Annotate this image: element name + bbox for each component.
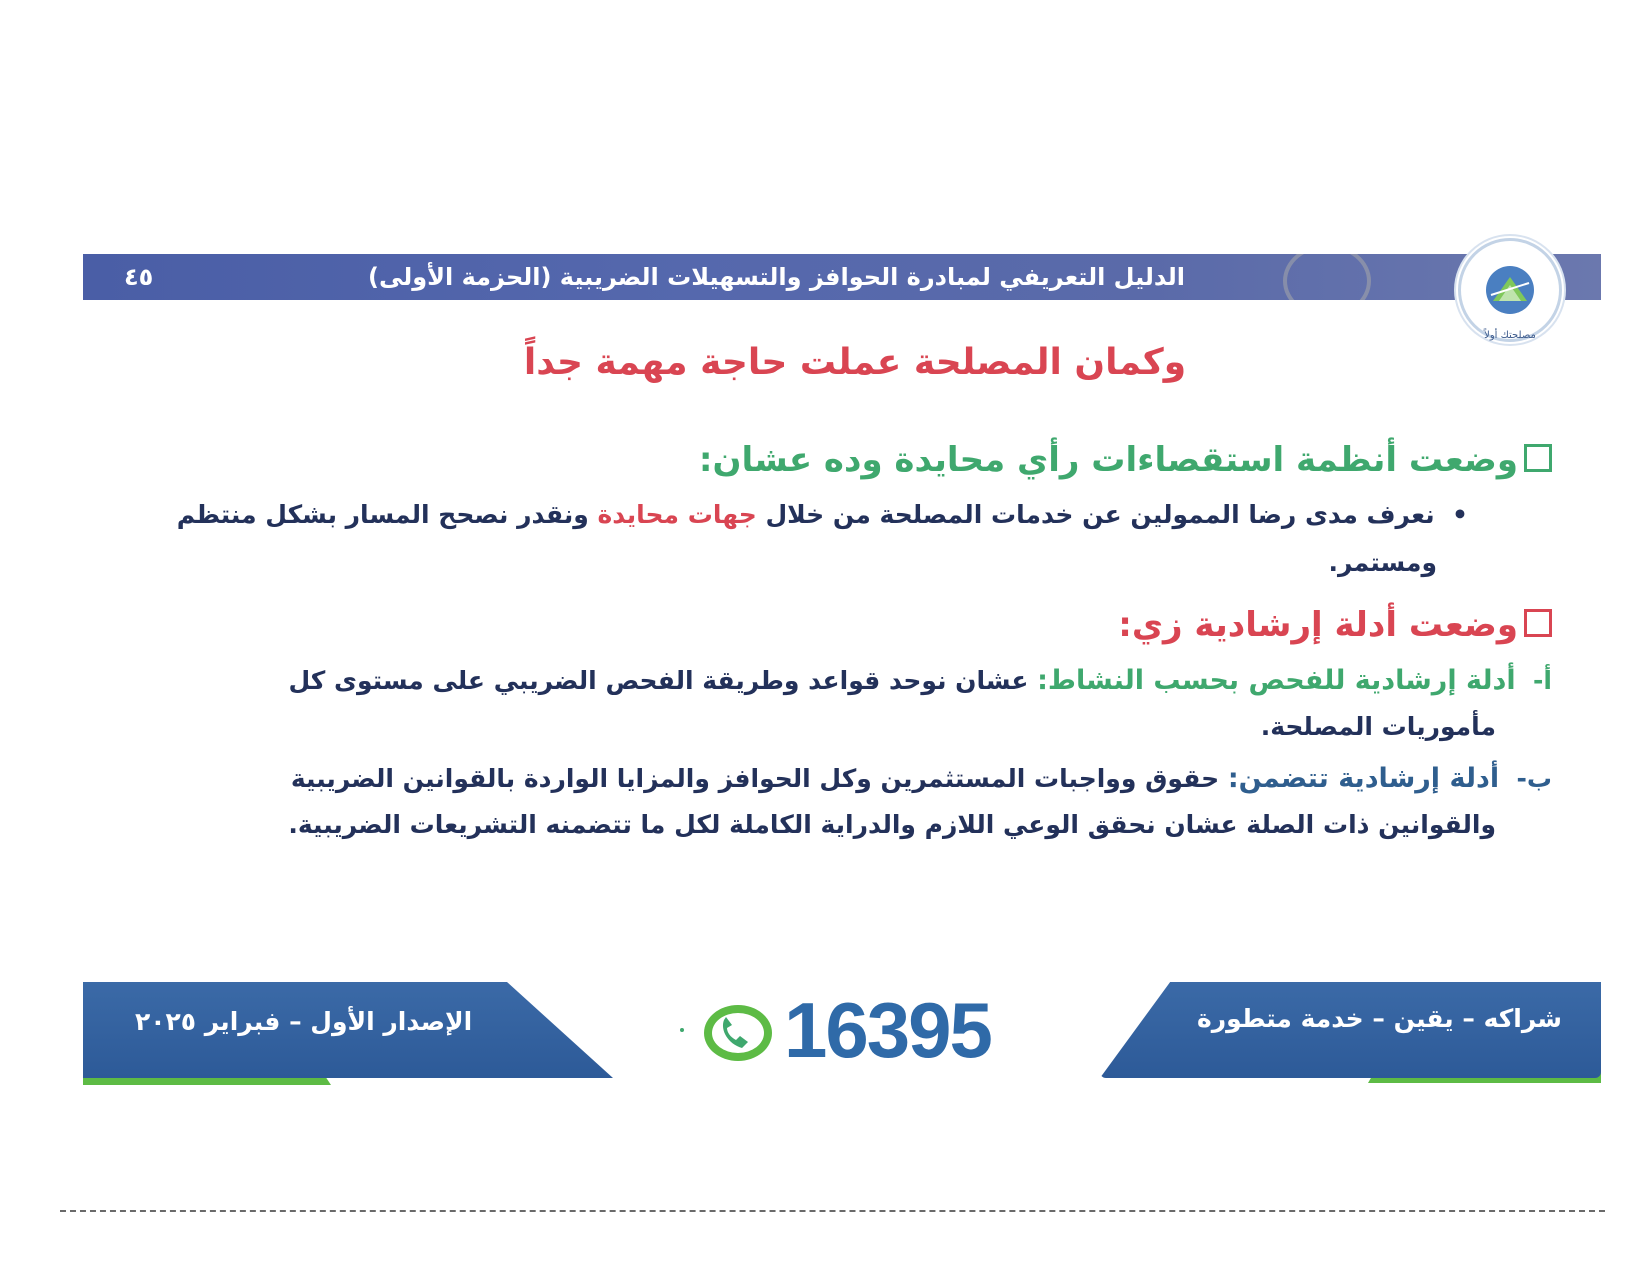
bullet-highlight: جهات محايدة	[597, 500, 757, 529]
header-title: الدليل التعريفي لمبادرة الحوافز والتسهيلات الضريبية (الحزمة الأولى)	[367, 263, 1185, 291]
item-a-line1	[288, 665, 1552, 696]
page-number: ٤٥	[124, 263, 154, 291]
item-b-line1	[291, 763, 1552, 794]
item-a-text: عشان نوحد قواعد وطريقة الفحص الضريبي على مستوى كل	[288, 666, 1038, 695]
item-b-line2: والقوانين ذات الصلة عشان نحقق الوعي اللازم والدراية الكاملة لكل ما تتضمنه التشريعات الضريبية.	[288, 810, 1496, 839]
section-heading-text: وضعت أنظمة استقصاءات رأي محايدة وده عشان:	[698, 440, 1518, 480]
pyramid-icon	[1483, 265, 1537, 315]
item-a-line2: مأموريات المصلحة.	[1260, 712, 1496, 741]
bottom-divider	[60, 1210, 1605, 1212]
bullet-text-a: نعرف مدى رضا الممولين عن خدمات المصلحة من خلال	[756, 500, 1435, 529]
phone-icon	[676, 1000, 776, 1066]
item-b-marker: ب-	[1516, 764, 1552, 793]
bullet-text-b: ونقدر نصحح المسار بشكل منتظم	[176, 500, 598, 529]
bullet-text-line2: ومستمر.	[1328, 548, 1437, 577]
section-heading-text: وضعت أدلة إرشادية زي:	[1118, 605, 1518, 645]
page-title: وكمان المصلحة عملت حاجة مهمة جداً	[523, 342, 1187, 383]
item-a-marker: أ-	[1533, 666, 1552, 695]
footer-slogan: شراكه – يقين – خدمة متطورة	[1197, 1004, 1562, 1033]
logo-slogan: مصلحتك أولاً	[1484, 330, 1536, 341]
item-b-label: أدلة إرشادية تتضمن:	[1227, 763, 1500, 794]
checkbox-icon	[1524, 444, 1552, 472]
item-b-text: حقوق وواجبات المستثمرين وكل الحوافز والمزايا الواردة بالقوانين الضريبية	[290, 764, 1228, 793]
footer-edition: الإصدار الأول – فبراير ٢٠٢٥	[135, 1007, 473, 1036]
item-a-label: أدلة إرشادية للفحص بحسب النشاط:	[1037, 665, 1516, 696]
bullet-icon: •	[1434, 500, 1468, 529]
tax-authority-logo	[1458, 238, 1562, 342]
hotline-text: 16395	[784, 986, 991, 1074]
hotline-number	[784, 986, 991, 1074]
checkbox-icon	[1524, 609, 1552, 637]
bullet-text-line1	[177, 500, 1468, 529]
section-heading-surveys	[699, 440, 1552, 480]
section-heading-guides	[1118, 605, 1552, 645]
